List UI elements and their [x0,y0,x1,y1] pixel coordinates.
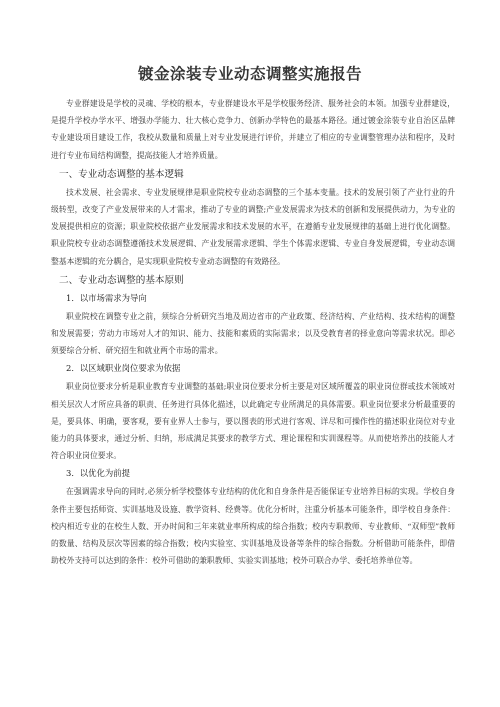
principle-3-heading: 3．以优化为前提 [66,468,130,479]
principle-1-paragraph: 职业院校在调整专业之前，须综合分析研究当地及周边省市的产业政策、经济结构、产业结构、技术结构的调整和发展需要；劳动力市场对人才的知识、能力、技能和素质的实际需求；以及受教育者的择业意向等需求状况。即必须要综合分析、研究招生和就业两个市场的需求。 [51,311,455,356]
principle-2-heading: 2．以区域职业岗位要求为依据 [66,363,181,374]
intro-paragraph: 专业群建设是学校的灵魂、学校的根本，专业群建设水平是学校服务经济、服务社会的本领。加强专业群建设，是提升学校办学水平、增强办学能力、壮大核心竞争力、创新办学特色的最基本路径。通过镀金涂装专业自治区品牌专业建设项目建设工作，我校从数量和质量上对专业发展进行评价，并建立了相应的专业调整管理办法和程序，及时进行专业布局结构调整，提高技能人才培养质量。 [51,99,455,160]
section-1-heading: 一、专业动态调整的基本逻辑 [59,168,184,180]
document-title: 镀金涂装专业动态调整实施报告 [137,64,362,83]
section-1-paragraph: 技术发展、社会需求、专业发展规律是职业院校专业动态调整的三个基本变量。技术的发展引领了产业行业的升级转型，改变了产业发展带来的人才需求，推动了专业的调整;产业发展需求为技术的创新和发展提供动力，为专业的发展提供相应的资源；职业院校依据产业发展需求和技术发展的水平，在遵循专业发展规律的基础上进行优化调整。职业院校专业动态调整遵循技术发展逻辑、产业发展需求逻辑、学生个体需求逻辑、专业自身发展逻辑，专业动态调整基本逻辑的充分耦合，是实现职业院校专业动态调整的有效路径。 [51,187,455,266]
section-2-heading: 二、专业动态调整的基本原则 [59,274,184,286]
principle-2-paragraph: 职业岗位要求分析是职业教育专业调整的基础;职业岗位要求分析主要是对区域所覆盖的职业岗位群或技术领域对相关层次人才所应具备的职责、任务进行具体化描述，以此确定专业所满足的具体需要。职业岗位要求分析最重要的是，要具体、明确，要客观，要有业界人士参与，要以图表的形式进行客观、详尽和可操作性的描述职业岗位对专业能力的具体要求，通过分析、归纳，形成满足其要求的教学方式、理论课程和实训课程等。从而使培养出的技能人才符合职业岗位要求。 [51,382,455,461]
document-body [51,95,455,569]
principle-1-heading: 1．以市场需求为导向 [66,292,147,303]
principle-3-paragraph: 在强调需求导向的同时,必须分析学校整体专业结构的优化和自身条件是否能保证专业培养目标的实现。学校自身条件主要包括师资、实训基地及设施、教学资料、经费等。优化分析时，注重分析基本可能条件，即学校自身条件：校内相近专业的在校生人数、开办时间和三年来就业率所构成的综合指数；校内专职教师、专业教师、“双师型”教师的数量、结构及层次等因素的综合指数；校内实验室、实训基地及设备等条件的综合指数。分析借助可能条件，即借助校外支持可以达到的条件：校外可借助的兼职教师、实验实训基地；校外可联合办学、委托培养单位等。 [51,487,455,566]
